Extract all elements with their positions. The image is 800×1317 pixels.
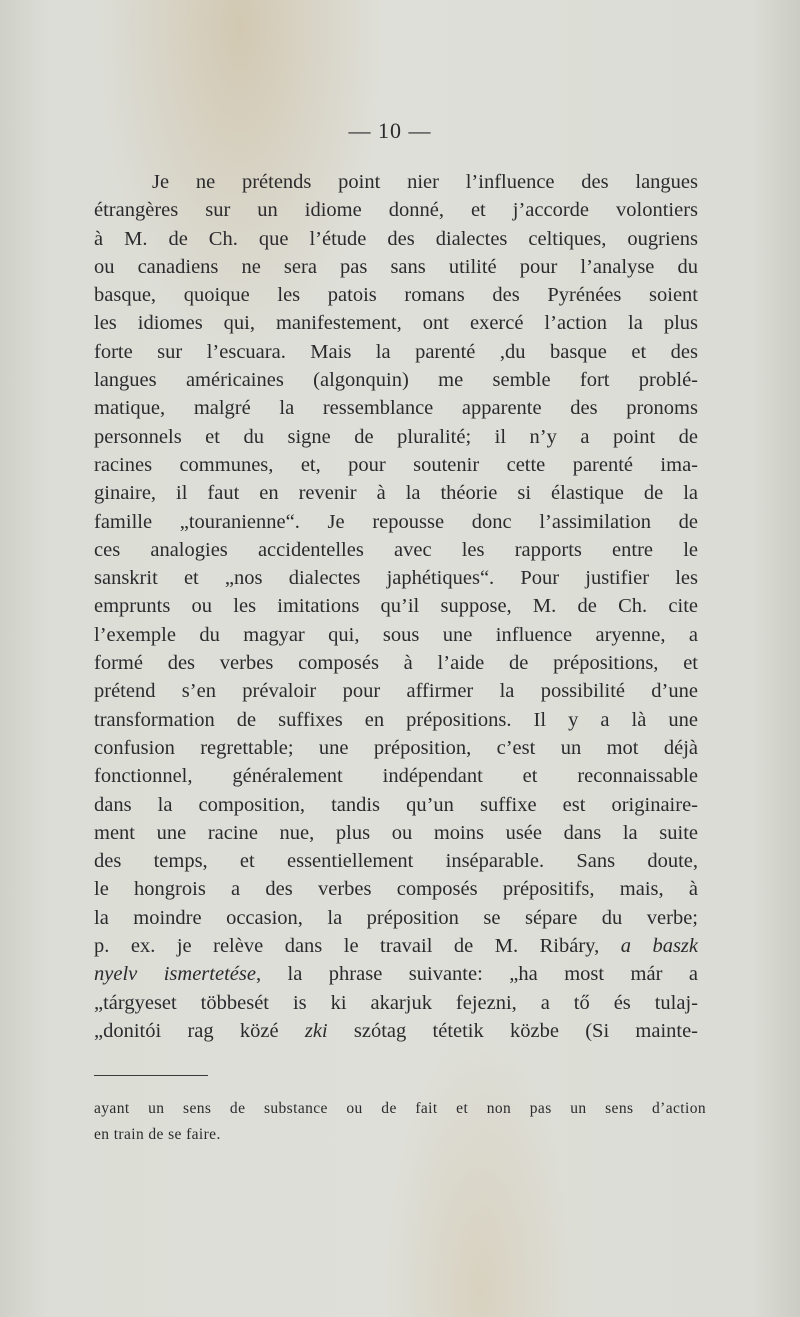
text-line (94, 960, 698, 988)
text-line: famille „touranienne“. Je repousse donc l’assimilation de (94, 510, 698, 533)
text-line (94, 1017, 698, 1045)
text-segment: p. ex. je relève dans le travail de M. Ribáry, (94, 935, 600, 958)
text-line: le hongrois a des verbes composés prépositifs, mais, à (94, 878, 698, 901)
text-line (94, 932, 698, 960)
text-line: la moindre occasion, la préposition se sépare du verbe; (94, 906, 698, 929)
text-line: ces analogies accidentelles avec les rapports entre le (94, 538, 698, 561)
footnote-line: ayant un sens de substance ou de fait et non pas un sens d’action (94, 1100, 706, 1117)
text-line: forte sur l’escuara. Mais la parenté ,du basque et des (94, 340, 698, 363)
italic-word: zki (304, 1019, 328, 1042)
text-line: formé des verbes composés à l’aide de prépositions, et (94, 652, 698, 675)
text-line: des temps, et essentiellement inséparable. Sans doute, (94, 850, 698, 873)
italic-title: nyelv ismertetése (94, 963, 256, 986)
text-line: racines communes, et, pour soutenir cette parenté ima- (94, 453, 698, 476)
body-text (94, 168, 698, 1045)
footnote-divider (94, 1075, 208, 1076)
text-line: dans la composition, tandis qu’un suffixe est originaire- (94, 793, 698, 816)
text-line: confusion regrettable; une préposition, c’est un mot déjà (94, 736, 698, 759)
text-line: prétend s’en prévaloir pour affirmer la possibilité d’une (94, 680, 698, 703)
text-line: les idiomes qui, manifestement, ont exercé l’action la plus (94, 312, 698, 335)
page-number: — 10 — (348, 118, 432, 143)
text-line: ou canadiens ne sera pas sans utilité pour l’analyse du (94, 255, 698, 278)
text-line: ginaire, il faut en revenir à la théorie si élastique de la (94, 482, 698, 505)
text-line: basque, quoique les patois romans des Pyrénées soient (94, 284, 698, 307)
text-line: transformation de suffixes en prépositions. Il y a là une (94, 708, 698, 731)
text-line: „tárgyeset többesét is ki akarjuk fejezni, a tő és tulaj- (94, 991, 698, 1014)
footnote (94, 1096, 706, 1148)
text-line: Je ne prétends point nier l’influence des langues (152, 171, 698, 193)
text-segment: szótag tétetik közbe (Si mainte- (353, 1019, 699, 1042)
text-line: emprunts ou les imitations qu’il suppose, M. de Ch. cite (94, 595, 698, 618)
text-segment: , la phrase suivante: „ha most már a (255, 963, 698, 986)
footnote-line: en train de se faire. (94, 1126, 221, 1143)
text-line: étrangères sur un idiome donné, et j’accorde volontiers (94, 199, 698, 222)
text-line: sanskrit et „nos dialectes japhétiques“. Pour justifier les (94, 567, 698, 590)
text-line: personnels et du signe de pluralité; il n’y a point de (94, 425, 698, 448)
text-line: à M. de Ch. que l’étude des dialectes celtiques, ougriens (94, 227, 698, 250)
text-line: langues américaines (algonquin) me semble fort problé- (94, 369, 698, 392)
text-line: fonctionnel, généralement indépendant et reconnaissable (94, 765, 698, 788)
text-line: l’exemple du magyar qui, sous une influence aryenne, a (94, 623, 698, 646)
text-segment: „donitói rag közé (94, 1019, 279, 1042)
text-line: matique, malgré la ressemblance apparente des pronoms (94, 397, 698, 420)
italic-title: a baszk (620, 935, 699, 958)
text-line: ment une racine nue, plus ou moins usée dans la suite (94, 821, 698, 844)
